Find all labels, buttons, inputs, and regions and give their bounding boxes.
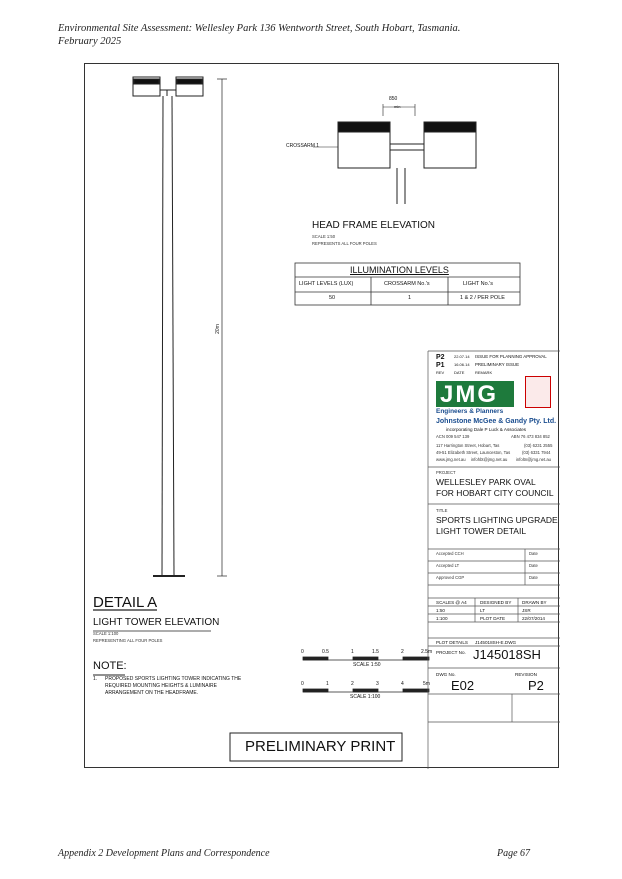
head-frame-title: HEAD FRAME ELEVATION	[312, 220, 435, 231]
project-number: J145018SH	[473, 647, 541, 662]
illum-cell-lux: 50	[329, 295, 336, 301]
header-line-2: February 2025	[58, 36, 122, 47]
accepted-cch: Accepted CCH	[436, 551, 464, 556]
scale1-tick-4: 2	[401, 649, 404, 655]
address-launceston: 49-51 Elizabeth Street, Launceston, Tas	[436, 450, 511, 455]
project-no-label: PROJECT No.	[436, 650, 466, 655]
scale2-tick-2: 2	[351, 681, 354, 687]
approved-cgp-date: Date	[529, 575, 538, 580]
head-frame-drawing	[313, 104, 476, 204]
scale2-tick-1: 1	[326, 681, 329, 687]
company-email-launceston: infoltn@jmg.net.au	[516, 457, 551, 462]
page-header	[58, 22, 460, 48]
scale-bar-2-lines	[303, 689, 429, 692]
header-line-1: Environmental Site Assessment: Wellesley Park 136 Wentworth Street, South Hobart, Tasmania.	[58, 23, 461, 34]
crossarm-dimension-sub: min	[394, 104, 401, 109]
scale1-label: SCALE 1:50	[353, 662, 381, 668]
head-frame-scale: SCALE 1:50	[312, 234, 336, 239]
scale-1-100: 1:100	[436, 616, 448, 621]
rev-p1: P1	[436, 362, 445, 369]
note-title: NOTE:	[93, 660, 127, 672]
project-line-1: WELLESLEY PARK OVAL	[436, 477, 536, 487]
rev-p2-date: 22.07.14	[454, 354, 470, 359]
note-number: 1.	[93, 676, 98, 682]
accepted-lt-date: Date	[529, 563, 538, 568]
detail-subtitle: LIGHT TOWER ELEVATION	[93, 617, 220, 628]
company-acn: ACN 009 547 139	[436, 434, 470, 439]
scale2-tick-0: 0	[301, 681, 304, 687]
jmg-logo-text: JMG	[440, 381, 499, 408]
plot-details-value: J145018SH-E.DWG	[475, 640, 517, 645]
company-website: www.jmg.net.au	[436, 457, 466, 462]
project-label: PROJECT	[436, 470, 456, 475]
accepted-cch-date: Date	[529, 551, 538, 556]
crossarm-dimension: 850	[389, 96, 398, 102]
revision-value: P2	[528, 678, 544, 693]
scale1-tick-3: 1.5	[372, 649, 379, 655]
scale-1-50: 1:50	[436, 608, 445, 613]
accepted-lt: Accepted LT	[436, 563, 460, 568]
scales-label: SCALES @ A4	[436, 600, 467, 605]
scale1-tick-0: 0	[301, 649, 304, 655]
scale1-tick-2: 1	[351, 649, 354, 655]
note-text-line-2: REQUIRED MOUNTING HEIGHTS & LUMINAIRE	[105, 683, 217, 689]
company-email-hobart: infohbt@jmg.net.au	[471, 457, 508, 462]
footer-page-number: Page 67	[497, 848, 531, 859]
rev-p2: P2	[436, 354, 445, 361]
scale-bar-1-lines	[303, 657, 429, 660]
rev-header-rev: REV	[436, 370, 445, 375]
scale1-tick-5: 2.5m	[421, 649, 433, 655]
rev-p1-date: 16.06.14	[454, 362, 470, 367]
drawing-linework	[85, 64, 560, 769]
designed-by-label: DESIGNED BY	[480, 600, 512, 605]
project-line-2: FOR HOBART CITY COUNCIL	[436, 488, 554, 498]
title-label: TITLE	[436, 508, 448, 513]
designed-by-value: LT	[480, 608, 486, 613]
company-name: Johnstone McGee & Gandy Pty. Ltd.	[436, 418, 557, 425]
drawing-number: E02	[451, 678, 475, 693]
pole-height-label: 20m	[214, 324, 221, 334]
company-subtitle: incorporating Dale P Luck & Associates	[446, 427, 527, 432]
head-frame-note: REPRESENTS ALL FOUR POLES	[312, 241, 377, 246]
revision-label: REVISION	[515, 672, 537, 677]
plot-details-label: PLOT DETAILS	[436, 640, 468, 645]
illum-cell-crossarm: 1	[408, 295, 412, 301]
scale2-tick-4: 4	[401, 681, 404, 687]
illum-cell-light: 1 & 2 / PER POLE	[460, 295, 505, 301]
drawn-by-value: JSR	[522, 608, 531, 613]
note-text-line-1: PROPOSED SPORTS LIGHTING TOWER INDICATING THE	[105, 676, 242, 682]
phone-hobart: (03) 6231 2555	[524, 443, 553, 448]
rev-header-remark: REMARK	[475, 370, 493, 375]
scale2-label: SCALE 1:100	[350, 694, 381, 700]
drawn-by-label: DRAWN BY	[522, 600, 547, 605]
light-tower-drawing	[133, 77, 227, 576]
illum-header-lux: LIGHT LEVELS (LUX)	[299, 281, 354, 287]
jmg-logo	[436, 381, 514, 407]
note-text-line-3: ARRANGEMENT ON THE HEADFRAME.	[105, 690, 199, 696]
footer-left: Appendix 2 Development Plans and Correspondence	[58, 848, 270, 859]
illum-header-light: LIGHT No.'s	[463, 281, 493, 287]
title-line-2: LIGHT TOWER DETAIL	[436, 526, 527, 536]
rev-p2-remark: ISSUE FOR PLANNING APPROVAL	[475, 354, 547, 359]
address-hobart: 117 Harrington Street, Hobart, Tas	[436, 443, 500, 448]
dwg-no-label: DWG No.	[436, 672, 456, 677]
phone-launceston: (03) 6331 7944	[522, 450, 551, 455]
scale1-tick-1: 0.5	[322, 649, 329, 655]
crossarm-label: CROSSARM 1	[286, 143, 320, 149]
illumination-title: ILLUMINATION LEVELS	[350, 265, 449, 275]
scale2-tick-5: 5m	[423, 681, 430, 687]
detail-note: REPRESENTING ALL FOUR POLES	[93, 638, 163, 643]
rev-p1-remark: PRELIMINARY ISSUE	[475, 362, 520, 367]
plot-date-value: 22/07/2014	[522, 616, 545, 621]
company-abn: ABN 76 473 834 852	[511, 434, 550, 439]
detail-title: DETAIL A	[93, 594, 158, 611]
plot-date-label: PLOT DATE	[480, 616, 506, 621]
drawing-sheet	[84, 63, 559, 768]
preliminary-print-stamp: PRELIMINARY PRINT	[245, 738, 396, 755]
approved-cgp: Approved CGP	[436, 575, 465, 580]
jmg-logo-subtitle: Engineers & Planners	[436, 408, 504, 415]
illum-header-crossarm: CROSSARM No.'s	[384, 281, 430, 287]
detail-scale: SCALE 1:100	[93, 631, 119, 636]
scale2-tick-3: 3	[376, 681, 379, 687]
certification-badge-icon	[525, 376, 551, 408]
rev-header-date: DATE	[454, 370, 465, 375]
title-line-1: SPORTS LIGHTING UPGRADE	[436, 515, 558, 525]
